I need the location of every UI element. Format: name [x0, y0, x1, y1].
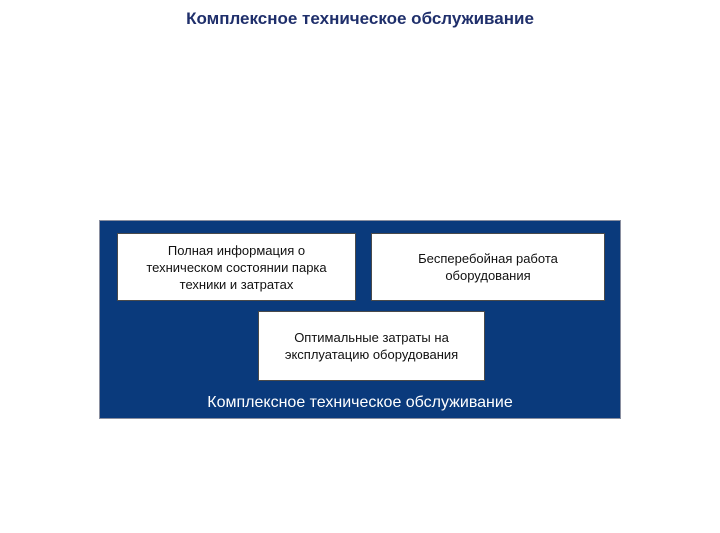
page-title: Комплексное техническое обслуживание: [186, 9, 534, 28]
service-panel: [99, 220, 621, 419]
full-information-box: Полная информация о техническом состоянии парка техники и затратах: [117, 233, 356, 301]
uninterrupted-operation-box: Бесперебойная работа оборудования: [371, 233, 605, 301]
panel-caption: Комплексное техническое обслуживание: [207, 394, 513, 411]
optimal-costs-box: Оптимальные затраты на эксплуатацию оборудования: [258, 311, 485, 381]
